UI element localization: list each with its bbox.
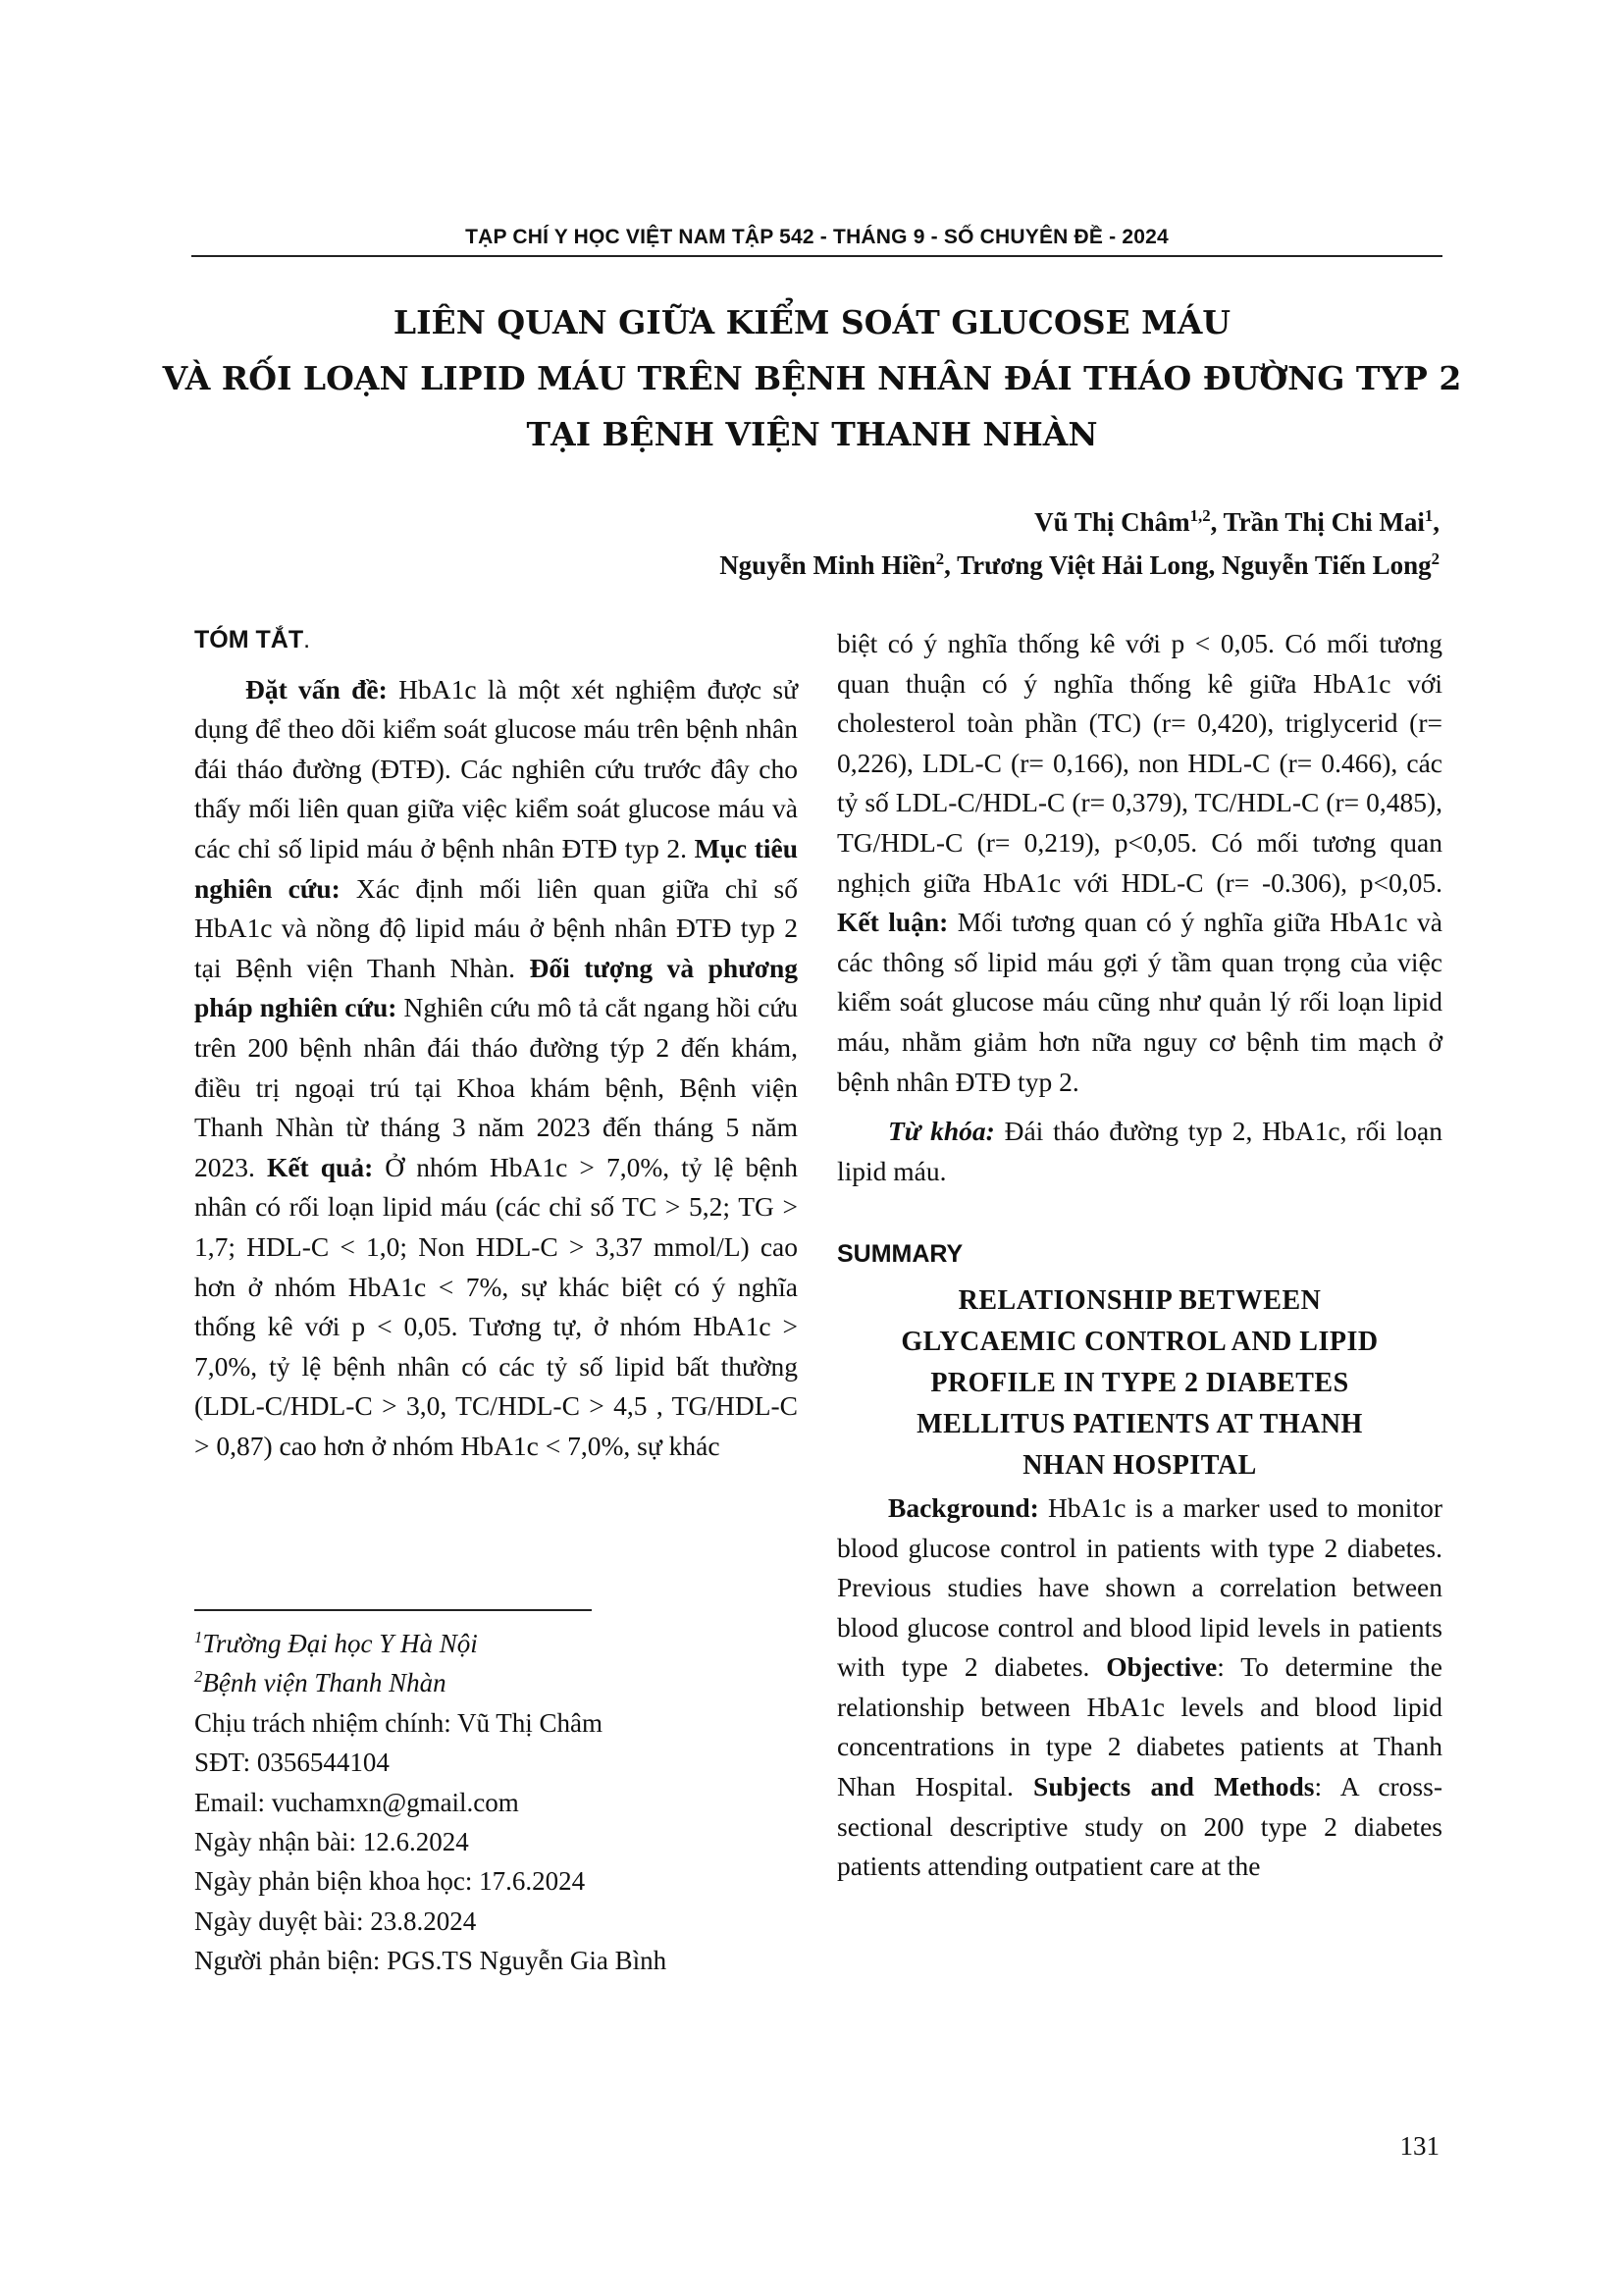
section-text: : A cross-sectional descriptive study on 200 type 2 diabetes patients attending outpatient care at the bbox=[837, 1771, 1442, 1882]
section-text: Nghiên cứu mô tả cắt ngang hồi cứu trên 200 bệnh nhân đái tháo đường týp 2 đến khám, điều trị ngoại trú tại Khoa khám bệnh, Bệnh viện Thanh Nhàn từ tháng 3 năm 2023 đến tháng 5 năm 2023. bbox=[194, 992, 798, 1182]
author-line bbox=[360, 544, 1440, 587]
reviewer: Người phản biện: PGS.TS Nguyễn Gia Bình bbox=[194, 1946, 667, 1976]
section-text: Xác định mối liên quan giữa chỉ số HbA1c và nồng độ lipid máu ở bệnh nhân ĐTĐ typ 2 tại Bệnh viện Thanh Nhàn. bbox=[194, 872, 799, 983]
left-column bbox=[194, 620, 798, 1466]
corresponding-author: Chịu trách nhiệm chính: Vũ Thị Châm bbox=[194, 1707, 602, 1738]
section-text: Ở nhóm HbA1c > 7,0%, tỷ lệ bệnh nhân có rối loạn lipid máu (các chỉ số TC > 5,2; TG > 1,7; HDL-C < 1,0; Non HDL-C > 3,37 mmol/L) cao hơn ở nhóm HbA1c < 7%, sự khác biệt có ý nghĩa thống kê với p < 0,05. Tương tự, ở nhóm HbA1c > 7,0%, tỷ lệ bệnh nhân có các tỷ số lipid bất thường (LDL-C/HDL-C > 3,0, TC/HDL-C > 4,5 , TG/HDL-C > 0,87) cao hơn ở nhóm HbA1c < 7,0%, sự khác bbox=[194, 1151, 798, 1461]
affiliation-name: Trường Đại học Y Hà Nội bbox=[202, 1629, 478, 1658]
section-label: Mục tiêu nghiên cứu: bbox=[194, 832, 798, 904]
author-separator: , bbox=[1208, 550, 1223, 580]
author-name: Nguyễn Minh Hiền bbox=[719, 550, 936, 580]
title-line: PROFILE IN TYPE 2 DIABETES bbox=[930, 1367, 1349, 1398]
affiliation-name: Bệnh viện Thanh Nhàn bbox=[202, 1668, 446, 1698]
section-label: Objective bbox=[1106, 1651, 1218, 1683]
title-line: NHAN HOSPITAL bbox=[1022, 1449, 1257, 1481]
right-column bbox=[837, 624, 1442, 1887]
article-title-vi bbox=[147, 294, 1477, 462]
keywords-text: Đái tháo đường typ 2, HbA1c, rối loạn lipid máu. bbox=[837, 1116, 1442, 1186]
author-list bbox=[360, 500, 1440, 587]
section-label: Kết quả: bbox=[266, 1151, 374, 1182]
date-reviewed: Ngày phản biện khoa học: 17.6.2024 bbox=[194, 1866, 586, 1897]
abstract-paragraph bbox=[194, 670, 798, 1467]
section-text: : To determine the relationship between HbA1c levels and blood lipid concentrations in type 2 diabetes patients at Thanh Nhan Hospital. bbox=[837, 1651, 1442, 1802]
author-name: Vũ Thị Châm bbox=[1034, 507, 1190, 537]
title-line: VÀ RỐI LOẠN LIPID MÁU TRÊN BỆNH NHÂN ĐÁI THÁO ĐƯỜNG TYP 2 bbox=[162, 359, 1462, 397]
article-title-en bbox=[837, 1280, 1442, 1487]
affiliation-mark: 2 bbox=[935, 549, 945, 568]
title-line: TẠI BỆNH VIỆN THANH NHÀN bbox=[526, 415, 1098, 453]
section-label: Đối tượng và phương pháp nghiên cứu: bbox=[194, 952, 798, 1023]
page-number: 131 bbox=[1399, 2131, 1440, 2161]
section-label: Đặt vấn đề: bbox=[245, 673, 388, 704]
abstract-heading-dot: . bbox=[303, 626, 311, 653]
abstract-heading bbox=[194, 620, 798, 660]
date-accepted: Ngày duyệt bài: 23.8.2024 bbox=[194, 1905, 477, 1936]
section-text: biệt có ý nghĩa thống kê với p < 0,05. Có mối tương quan thuận có ý nghĩa thống kê giữa HbA1c với cholesterol toàn phần (TC) (r= 0,420), triglycerid (r= 0,226), LDL-C (r= 0,166), non HDL-C (r= 0.466), các tỷ số LDL-C/HDL-C (r= 0,379), TC/HDL-C (r= 0,485), TG/HDL-C (r= 0,219), p<0,05. Có mối tương quan nghịch giữa HbA1c với HDL-C (r= -0.306), p<0,05. bbox=[837, 628, 1442, 898]
author-line bbox=[360, 500, 1440, 544]
affiliation bbox=[194, 1624, 803, 1663]
affiliation-mark: 1 bbox=[194, 1628, 203, 1646]
author-separator: , bbox=[944, 550, 958, 580]
section-label: Kết luận: bbox=[837, 907, 949, 938]
abstract-heading-text: TÓM TẮT bbox=[194, 626, 304, 653]
footnotes bbox=[194, 1624, 803, 1981]
section-label: Subjects and Methods bbox=[1033, 1771, 1315, 1802]
phone: SĐT: 0356544104 bbox=[194, 1748, 390, 1778]
section-text: Mối tương quan có ý nghĩa giữa HbA1c và các thông số lipid máu gợi ý tầm quan trọng của việc kiểm soát glucose máu cũng như quản lý rối loạn lipid máu, nhằm giảm hơn nữa nguy cơ bệnh tim mạch ở bệnh nhân ĐTĐ typ 2. bbox=[837, 907, 1442, 1097]
abstract-paragraph-continued bbox=[837, 624, 1442, 1102]
summary-paragraph bbox=[837, 1488, 1442, 1887]
summary-heading: SUMMARY bbox=[837, 1240, 964, 1269]
title-line: LIÊN QUAN GIỮA KIỂM SOÁT GLUCOSE MÁU bbox=[393, 303, 1231, 341]
author-name: Trần Thị Chi Mai bbox=[1223, 507, 1425, 537]
footnote-rule bbox=[194, 1609, 592, 1611]
title-line: MELLITUS PATIENTS AT THANH bbox=[917, 1408, 1363, 1439]
section-text: HbA1c là một xét nghiệm được sử dụng để theo dõi kiểm soát glucose máu trên bệnh nhân đái tháo đường (ĐTĐ). Các nghiên cứu trước đây cho thấy mối liên quan giữa việc kiểm soát glucose máu và các chỉ số lipid máu ở bệnh nhân ĐTĐ typ 2. bbox=[194, 673, 798, 863]
keywords-label: Từ khóa: bbox=[888, 1116, 995, 1147]
affiliation-mark: 2 bbox=[194, 1667, 203, 1687]
header-rule bbox=[191, 255, 1442, 257]
date-received: Ngày nhận bài: 12.6.2024 bbox=[194, 1827, 469, 1857]
journal-header: TẠP CHÍ Y HỌC VIỆT NAM TẬP 542 - THÁNG 9 - SỐ CHUYÊN ĐỀ - 2024 bbox=[465, 226, 1169, 248]
email: Email: vuchamxn@gmail.com bbox=[194, 1787, 519, 1817]
author-separator: , bbox=[1433, 507, 1440, 537]
affiliation bbox=[194, 1663, 803, 1702]
author-name: Nguyễn Tiến Long bbox=[1222, 550, 1432, 580]
affiliation-mark: 1,2 bbox=[1189, 506, 1211, 525]
section-text: HbA1c is a marker used to monitor blood glucose control in patients with type 2 diabetes. Previous studies have shown a correlation between blood glucose control and blood lipid levels in patients with type 2 diabetes. bbox=[837, 1491, 1442, 1683]
title-line: GLYCAEMIC CONTROL AND LIPID bbox=[901, 1326, 1379, 1357]
title-line: RELATIONSHIP BETWEEN bbox=[958, 1284, 1322, 1316]
section-label: Background: bbox=[888, 1491, 1039, 1523]
keywords bbox=[837, 1112, 1442, 1191]
author-separator: , bbox=[1210, 507, 1224, 537]
affiliation-mark: 1 bbox=[1424, 506, 1434, 525]
author-name: Trương Việt Hải Long bbox=[957, 550, 1209, 580]
affiliation-mark: 2 bbox=[1431, 549, 1440, 568]
